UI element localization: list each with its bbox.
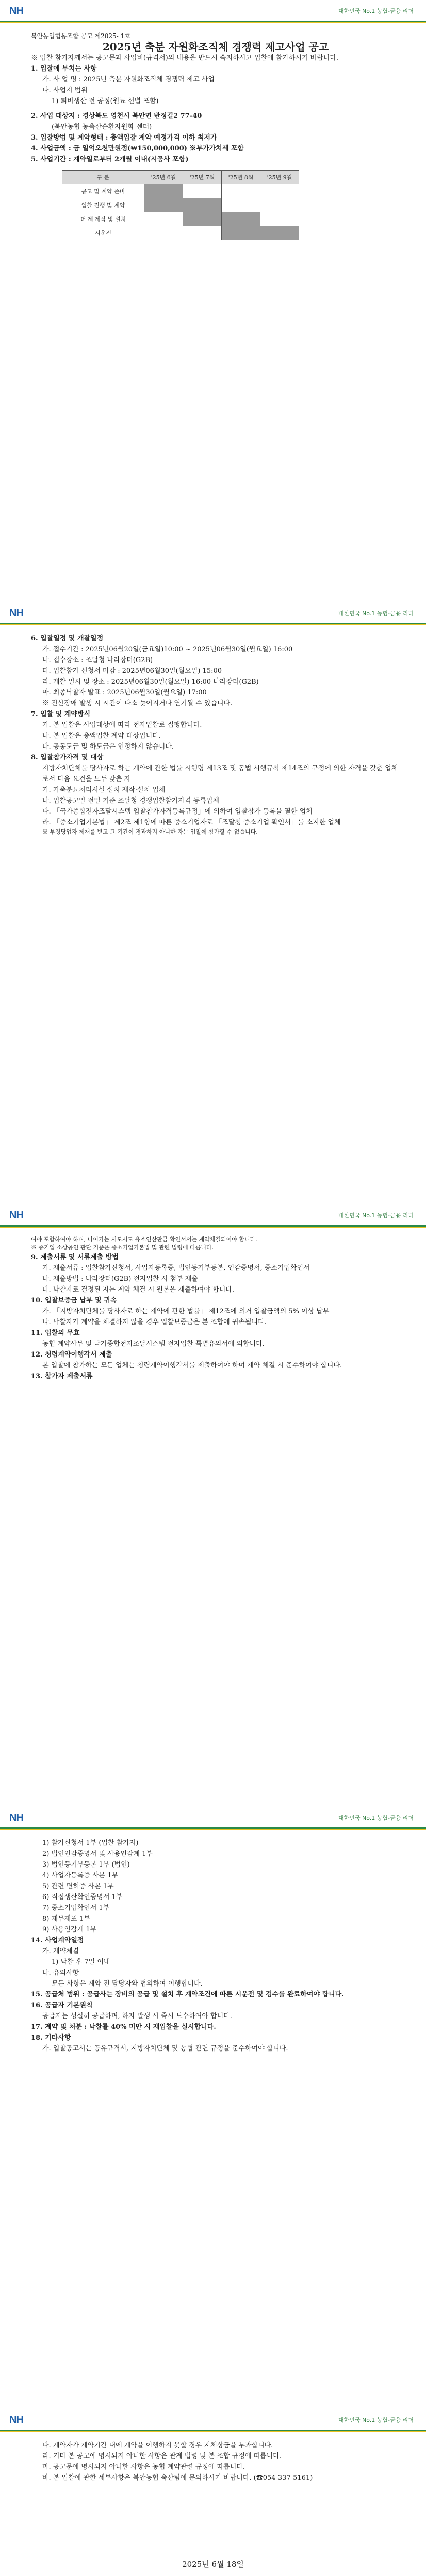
header-slogan: 대한민국 No.1 농협-금융 리더 [338, 8, 414, 14]
section-7-item: 나. 본 입찰은 총액입찰 계약 대상입니다. [42, 732, 161, 740]
section-10-item: 나. 낙찰자가 계약을 체결하지 않을 경우 입찰보증금은 본 조합에 귀속됩니다. [42, 1318, 267, 1326]
section-9-item: 나. 제출방법 : 나라장터(G2B) 전자입찰 시 첨부 제출 [42, 1275, 198, 1283]
page-header [0, 2409, 426, 2432]
section-8-item: 나. 입찰공고일 전일 기준 조달청 경쟁입찰참가자격 등록업체 [42, 797, 219, 805]
schedule-header-cell: '25년 8월 [222, 171, 260, 184]
section-13-heading: 13. 참가자 제출서류 [31, 1372, 93, 1380]
section-6-item: 가. 접수기간 : 2025년06월20일(금요일)10:00 ~ 2025년06월30일(월요일) 16:00 [42, 646, 293, 653]
required-doc-item: 1) 참가신청서 1부 (입찰 참가자) [42, 1839, 139, 1847]
section-5: 5. 사업기간 : 계약일로부터 2개월 이내(시공사 포함) [31, 156, 189, 163]
section-6-item: 마. 최종낙찰자 발표 : 2025년06월30일(월요일) 17:00 [42, 689, 207, 697]
schedule-cell [183, 198, 222, 212]
nh-logo: NH [9, 607, 23, 619]
nh-logo: NH [9, 1210, 23, 1221]
nh-logo: NH [9, 5, 23, 16]
nh-logo: NH [9, 1812, 23, 1823]
section-12-heading: 12. 청렴계약이행각서 제출 [31, 1351, 112, 1359]
section-1-heading: 1. 입찰에 부치는 사항 [31, 65, 97, 73]
section-12-text: 본 입찰에 참가하는 모든 업체는 청렴계약이행각서를 제출하여야 하며 계약 체결 시 준수하여야 합니다. [42, 1362, 342, 1369]
section-6-item: 나. 접수장소 : 조달청 나라장터(G2B) [42, 656, 153, 664]
schedule-row [62, 184, 299, 198]
closing-item: 라. 기타 본 공고에 명시되지 아니한 사항은 관계 법령 및 본 조합 규정에 따릅니다. [42, 2452, 282, 2460]
section-9-item: 가. 제출서류 : 입찰참가신청서, 사업자등록증, 법인등기부등본, 인감증명서, 중소기업확인서 [42, 1264, 310, 1272]
notice-date: 2025년 6월 18일 [182, 2560, 244, 2569]
page-5-body [31, 2440, 400, 2483]
header-slogan: 대한민국 No.1 농협-금융 리더 [338, 2417, 414, 2424]
schedule-cell [183, 212, 222, 226]
required-doc-item: 3) 법인등기부등본 1부 (법인) [42, 1861, 130, 1869]
page-1 [0, 0, 426, 602]
section-15: 15. 공급처 범위 : 공급사는 장비의 공급 및 설치 후 계약조건에 따른 시운전 및 검수를 완료하여야 합니다. [31, 1991, 344, 1998]
page-1-body [31, 31, 400, 240]
schedule-row-label: 입찰 진행 및 계약 [62, 198, 144, 212]
schedule-header-cell: '25년 7월 [183, 171, 222, 184]
carryover-note: 여야 포함하여야 하며, 나이가는 시도시도 유소인산판금 확인서서는 계약체결되어야 합니다. [31, 1236, 257, 1243]
section-1-item: 가. 사 업 명 : 2025년 축분 자원화조직체 경쟁력 제고 사업 [42, 76, 215, 83]
schedule-cell [183, 184, 222, 198]
schedule-cell [260, 184, 299, 198]
schedule-row [62, 212, 299, 226]
page-5 [0, 2409, 426, 2576]
schedule-cell [222, 212, 260, 226]
section-8-heading: 8. 입찰참가자격 및 대상 [31, 754, 104, 761]
section-6-heading: 6. 입찰일정 및 개찰일정 [31, 635, 104, 642]
section-18-heading: 18. 기타사항 [31, 2034, 71, 2042]
section-11-heading: 11. 입찰의 무효 [31, 1329, 80, 1337]
schedule-cell [260, 198, 299, 212]
closing-item: 바. 본 입찰에 관한 세부사항은 북안농협 축산팀에 문의하시기 바랍니다. (☎054-337-5161) [42, 2474, 313, 2482]
section-14-item: 1) 낙찰 후 7일 이내 [52, 1958, 110, 1966]
schedule-cell [260, 226, 299, 240]
schedule-table [62, 170, 299, 240]
section-14-item: 나. 유의사항 [42, 1969, 79, 1977]
section-1-item: 1) 퇴비생산 전 공정(원료 선별 포함) [52, 97, 159, 105]
header-slogan: 대한민국 No.1 농협-금융 리더 [338, 1815, 414, 1821]
schedule-cell [144, 198, 183, 212]
page-header [0, 602, 426, 625]
section-7-item: 다. 공동도급 및 하도급은 인정하지 않습니다. [42, 743, 174, 751]
page-3-body [31, 1235, 400, 1382]
nh-logo: NH [9, 2414, 23, 2426]
section-14-note: 모든 사항은 계약 전 담당자와 협의하여 이행합니다. [52, 1980, 203, 1988]
section-6-item: 라. 개찰 일시 및 장소 : 2025년06월30일(월요일) 16:00 나라장터(G2B) [42, 678, 259, 686]
section-3: 3. 입찰방법 및 계약형태 : 총액입찰 계약 예정가격 이하 최저가 [31, 134, 217, 142]
section-10-item: 가. 「지방자치단체를 당사자로 하는 계약에 관한 법률」 제12조에 의거 입찰금액의 5% 이상 납부 [42, 1308, 330, 1315]
page-title: 2025년 축분 자원화조직체 경쟁력 제고사업 공고 [102, 41, 329, 53]
schedule-header-row [62, 171, 299, 184]
section-17: 17. 계약 및 처분 : 낙찰률 40% 미만 시 재입찰을 실시합니다. [31, 2023, 216, 2031]
closing-item: 다. 계약자가 계약기간 내에 계약을 이행하지 못할 경우 지체상금을 부과합니다. [42, 2442, 273, 2449]
required-doc-item: 6) 직접생산확인증명서 1부 [42, 1893, 123, 1901]
section-8-item: 지방자치단체를 당사자로 하는 계약에 관한 법률 시행령 제13조 및 동법 시행규칙 제14조의 규정에 의한 자격을 갖춘 업체로서 다음 요건을 모두 갖춘 자 [42, 765, 398, 783]
schedule-row [62, 198, 299, 212]
page-header [0, 1807, 426, 1829]
carryover-note: ※ 중기업 소상공인 판단 기준은 중소기업기본법 및 관련 법령에 따릅니다. [31, 1244, 214, 1251]
section-7-item: 가. 본 입찰은 사업대상에 따라 전자입찰로 집행합니다. [42, 721, 202, 729]
schedule-cell [222, 226, 260, 240]
section-2-heading: 2. 사업 대상지 : 경상북도 영천시 북안면 반정길2 77-40 [31, 112, 202, 120]
schedule-cell [183, 226, 222, 240]
section-2-sub: (북안농협 농축산순환자원화 센터) [52, 123, 152, 131]
header-rule-yellow [0, 22, 426, 23]
required-doc-item: 4) 사업자등록증 사본 1부 [42, 1872, 119, 1879]
page-3 [0, 1205, 426, 1806]
header-rule-yellow [0, 1227, 426, 1228]
section-14-item: 가. 계약체결 [42, 1947, 79, 1955]
section-7-heading: 7. 입찰 및 계약방식 [31, 710, 91, 718]
required-doc-item: 9) 사용인감계 1부 [42, 1926, 97, 1934]
section-14-heading: 14. 사업계약일정 [31, 1937, 84, 1944]
section-8-item: 가. 가축분뇨처리시설 설치 제작·설치 업체 [42, 786, 166, 794]
header-rule-yellow [0, 624, 426, 625]
section-10-heading: 10. 입찰보증금 납부 및 귀속 [31, 1297, 117, 1304]
notice-number: 북안농업협동조합 공고 제2025- 1호 [31, 32, 130, 40]
schedule-row [62, 226, 299, 240]
section-8-item: 라. 「중소기업기본법」 제2조 제1항에 따른 중소기업자로 「조달청 중소기업 확인서」를 소지한 업체 [42, 819, 341, 826]
page-header [0, 0, 426, 23]
closing-item: 마. 공고문에 명시되지 아니한 사항은 농협 계약관련 규정에 따릅니다. [42, 2463, 245, 2471]
header-slogan: 대한민국 No.1 농협-금융 리더 [338, 1212, 414, 1219]
page-header [0, 1205, 426, 1227]
section-9-item: 다. 낙찰자로 결정된 자는 계약 체결 시 원본을 제출하여야 합니다. [42, 1286, 234, 1294]
page-4-body [31, 1838, 400, 2054]
schedule-header-cell: '25년 9월 [260, 171, 299, 184]
required-doc-item: 2) 법인인감증명서 및 사용인감계 1부 [42, 1850, 153, 1858]
section-1-item: 나. 사업지 범위 [42, 87, 88, 94]
schedule-row-label: 더 제 제작 및 설치 [62, 212, 144, 226]
page-2 [0, 602, 426, 1204]
schedule-header-cell: '25년 6월 [144, 171, 183, 184]
intro-note: ※ 입찰 참가자께서는 공고문과 사업비(규격서)의 내용을 반드시 숙지하시고 입찰에 참가하시기 바랍니다. [31, 54, 339, 62]
schedule-cell [144, 184, 183, 198]
header-rule-yellow [0, 1829, 426, 1830]
header-rule-yellow [0, 2431, 426, 2432]
section-6-item: 다. 입찰참가 신청서 마감 : 2025년06월30일(월요일) 15:00 [42, 667, 222, 675]
schedule-row-label: 시운전 [62, 226, 144, 240]
page-2-body [31, 633, 400, 836]
required-doc-item: 8) 재무제표 1부 [42, 1915, 90, 1923]
section-11-text: 농협 계약사무 및 국가종합전자조달시스템 전자입찰 특별유의서에 의합니다. [42, 1340, 265, 1348]
schedule-cell [222, 184, 260, 198]
section-8-item: 다. 「국가종합전자조달시스템 입찰참가자격등록규정」에 의하여 입찰참가 등록을 필한 업체 [42, 808, 313, 816]
header-slogan: 대한민국 No.1 농협-금융 리더 [338, 610, 414, 617]
section-6-item: ※ 전산장애 발생 시 시간이 다소 늦어지거나 연기될 수 있습니다. [42, 700, 233, 707]
section-8-note: ※ 부정당업자 제재를 받고 그 기간이 경과하지 아니한 자는 입찰에 참가할 수 없습니다. [42, 828, 258, 835]
schedule-cell [222, 198, 260, 212]
schedule-row-label: 공고 및 계약 준비 [62, 184, 144, 198]
section-18-text: 가. 입찰공고서는 공유규격서, 지방자치단체 및 농협 관련 규정을 준수하여야 합니다. [42, 2045, 288, 2053]
section-16-text: 공급자는 성실히 공급하며, 하자 발생 시 즉시 보수하여야 합니다. [42, 2012, 232, 2020]
schedule-cell [260, 212, 299, 226]
schedule-header-cell: 구 분 [62, 171, 144, 184]
section-4: 4. 사업금액 : 금 일억오천만원정(₩150,000,000) ※부가가치세 포함 [31, 145, 244, 152]
page-4 [0, 1807, 426, 2409]
section-9-heading: 9. 제출서류 및 서류제출 방법 [31, 1253, 119, 1261]
schedule-cell [144, 212, 183, 226]
required-doc-item: 5) 관련 면허증 사본 1부 [42, 1883, 114, 1890]
section-16-heading: 16. 공급자 기본원칙 [31, 2002, 93, 2009]
required-doc-item: 7) 중소기업확인서 1부 [42, 1904, 110, 1912]
schedule-cell [144, 226, 183, 240]
